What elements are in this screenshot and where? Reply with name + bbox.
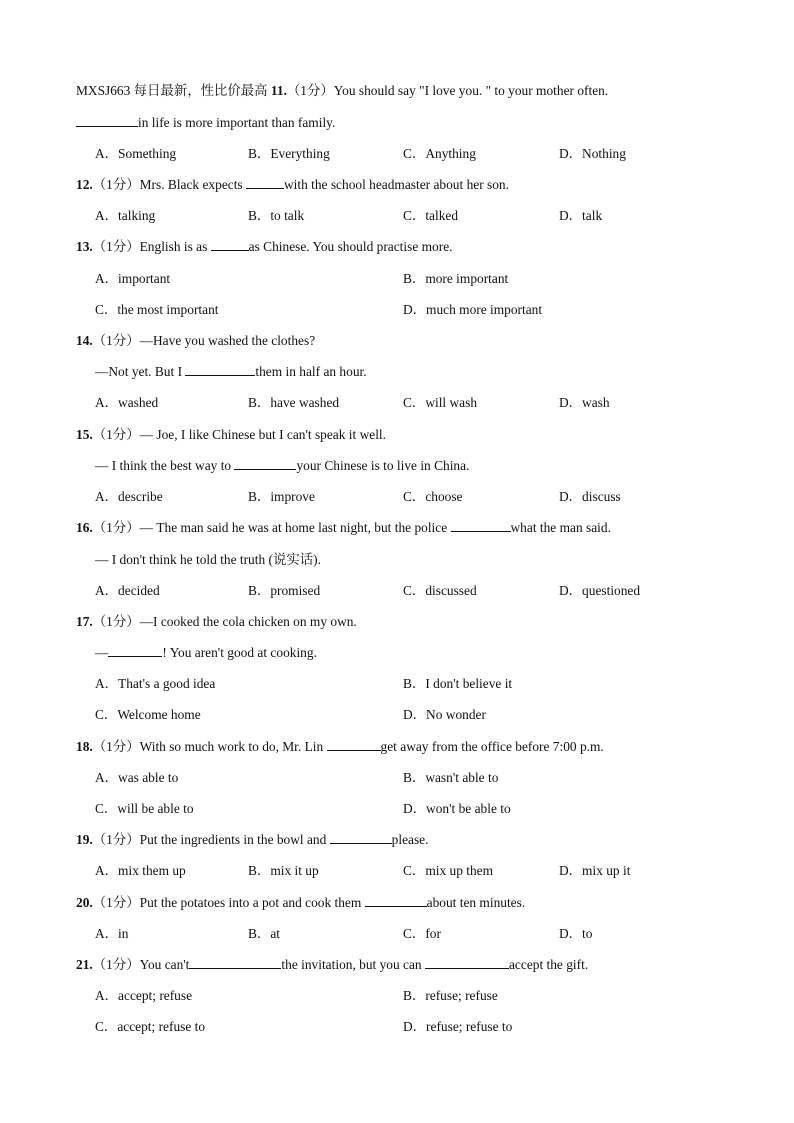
- option-c[interactable]: C．accept; refuse to: [95, 1019, 206, 1034]
- answer-blank[interactable]: [234, 457, 296, 470]
- question-score: （1分）: [92, 333, 140, 348]
- question-text: —Not yet. But I: [95, 364, 186, 379]
- option-a[interactable]: A．describe: [95, 489, 163, 504]
- question-text: please.: [391, 832, 429, 847]
- question-text: them in half an hour.: [255, 364, 367, 379]
- question-number: 19.: [76, 832, 93, 847]
- option-c[interactable]: C．discussed: [403, 583, 477, 598]
- question-score: （1分）: [92, 957, 140, 972]
- question-text: what the man said.: [510, 520, 611, 535]
- question-16-line-2: [95, 551, 321, 569]
- option-c[interactable]: C．the most important: [95, 302, 219, 317]
- question-text: accept the gift.: [508, 957, 589, 972]
- option-c[interactable]: C．for: [403, 926, 441, 941]
- question-text: as Chinese. You should practise more.: [248, 239, 453, 254]
- option-d[interactable]: D．wash: [559, 395, 610, 410]
- question-text: —Have you washed the clothes?: [139, 333, 316, 348]
- answer-blank[interactable]: [76, 114, 138, 127]
- question-text: with the school headmaster about her son.: [283, 177, 509, 192]
- option-b[interactable]: B．to talk: [248, 208, 305, 223]
- option-a[interactable]: A．Something: [95, 146, 177, 161]
- option-b[interactable]: B．mix it up: [248, 863, 319, 878]
- option-b[interactable]: B．wasn't able to: [403, 770, 499, 785]
- question-score: （1分）: [92, 832, 140, 847]
- question-text: get away from the office before 7:00 p.m.: [380, 739, 604, 754]
- option-c[interactable]: C．talked: [403, 208, 459, 223]
- option-d[interactable]: D．Nothing: [559, 146, 626, 161]
- question-18-line-1: [76, 738, 604, 756]
- question-number: 14.: [76, 333, 93, 348]
- option-c[interactable]: C．will be able to: [95, 801, 194, 816]
- option-b[interactable]: B．have washed: [248, 395, 340, 410]
- question-text: — Joe, I like Chinese but I can't speak it well.: [139, 427, 386, 442]
- option-d[interactable]: D．No wonder: [403, 707, 486, 722]
- question-19-line-1: [76, 831, 428, 849]
- question-number: 15.: [76, 427, 93, 442]
- question-12-line-1: [76, 176, 509, 194]
- answer-blank[interactable]: [425, 956, 509, 969]
- question-text: ! You aren't good at cooking.: [162, 645, 317, 660]
- answer-blank[interactable]: [365, 894, 427, 907]
- option-a[interactable]: A．accept; refuse: [95, 988, 193, 1003]
- option-a[interactable]: A．in: [95, 926, 129, 941]
- question-text: about ten minutes.: [426, 895, 526, 910]
- question-number: 18.: [76, 739, 93, 754]
- question-text: the invitation, but you can: [281, 957, 425, 972]
- answer-blank[interactable]: [185, 363, 255, 376]
- option-b[interactable]: B．refuse; refuse: [403, 988, 498, 1003]
- question-score: （1分）: [92, 520, 140, 535]
- question-number: 17.: [76, 614, 93, 629]
- question-11-line-2: [76, 114, 335, 132]
- option-b[interactable]: B．I don't believe it: [403, 676, 513, 691]
- question-text: Put the potatoes into a pot and cook them: [139, 895, 365, 910]
- question-score: （1分）: [92, 895, 140, 910]
- option-b[interactable]: B．improve: [248, 489, 315, 504]
- option-d[interactable]: D．mix up it: [559, 863, 631, 878]
- option-d[interactable]: D．won't be able to: [403, 801, 511, 816]
- question-number: 21.: [76, 957, 93, 972]
- option-d[interactable]: D．to: [559, 926, 593, 941]
- question-score: （1分）: [92, 427, 140, 442]
- question-16-line-1: [76, 519, 611, 537]
- question-number: 20.: [76, 895, 93, 910]
- question-21-line-1: [76, 956, 588, 974]
- option-c[interactable]: C．Welcome home: [95, 707, 201, 722]
- option-a[interactable]: A．was able to: [95, 770, 179, 785]
- question-11-line-1: [76, 82, 608, 100]
- question-number: 11.: [270, 83, 287, 98]
- option-c[interactable]: C．will wash: [403, 395, 478, 410]
- question-text: You can't: [139, 957, 190, 972]
- question-score: （1分）: [92, 614, 140, 629]
- question-text: —I cooked the cola chicken on my own.: [139, 614, 357, 629]
- answer-blank[interactable]: [246, 176, 284, 189]
- question-13-line-1: [76, 238, 453, 256]
- option-b[interactable]: B．at: [248, 926, 280, 941]
- question-15-line-2: [95, 457, 469, 475]
- question-score: （1分）: [92, 239, 140, 254]
- option-d[interactable]: D．discuss: [559, 489, 621, 504]
- header-prefix: MXSJ663 每日最新，性比价最高: [76, 83, 271, 98]
- question-17-line-1: [76, 613, 357, 631]
- option-a[interactable]: A．decided: [95, 583, 160, 598]
- answer-blank[interactable]: [330, 831, 392, 844]
- question-text: your Chinese is to live in China.: [296, 458, 470, 473]
- answer-blank[interactable]: [327, 738, 381, 751]
- option-a[interactable]: A．washed: [95, 395, 159, 410]
- question-14-line-2: [95, 363, 367, 381]
- question-14-line-1: [76, 332, 315, 350]
- option-b[interactable]: B．promised: [248, 583, 321, 598]
- option-d[interactable]: D．questioned: [559, 583, 641, 598]
- option-a[interactable]: A．mix them up: [95, 863, 186, 878]
- answer-blank[interactable]: [189, 956, 281, 969]
- option-b[interactable]: B．Everything: [248, 146, 330, 161]
- question-text: in life is more important than family.: [138, 115, 336, 130]
- question-number: 13.: [76, 239, 93, 254]
- question-number: 12.: [76, 177, 93, 192]
- question-text: —: [95, 645, 109, 660]
- option-a[interactable]: A．talking: [95, 208, 156, 223]
- option-d[interactable]: D．talk: [559, 208, 603, 223]
- option-a[interactable]: A．important: [95, 271, 171, 286]
- question-text: — I don't think he told the truth (说实话).: [95, 552, 321, 567]
- question-text: With so much work to do, Mr. Lin: [139, 739, 327, 754]
- question-text: You should say "I love you. " to your mother often.: [333, 83, 609, 98]
- question-score: （1分）: [286, 83, 334, 98]
- question-text: Put the ingredients in the bowl and: [139, 832, 330, 847]
- option-b[interactable]: B．more important: [403, 271, 509, 286]
- answer-blank[interactable]: [451, 519, 511, 532]
- option-d[interactable]: D．much more important: [403, 302, 543, 317]
- question-text: — I think the best way to: [95, 458, 235, 473]
- question-score: （1分）: [92, 739, 140, 754]
- question-17-line-2: [95, 644, 317, 662]
- question-text: Mrs. Black expects: [139, 177, 246, 192]
- option-c[interactable]: C．choose: [403, 489, 463, 504]
- question-20-line-1: [76, 894, 525, 912]
- option-a[interactable]: A．That's a good idea: [95, 676, 216, 691]
- option-c[interactable]: C．Anything: [403, 146, 476, 161]
- question-text: English is as: [139, 239, 211, 254]
- question-text: — The man said he was at home last night, but the police: [139, 520, 451, 535]
- answer-blank[interactable]: [211, 238, 249, 251]
- question-number: 16.: [76, 520, 93, 535]
- question-15-line-1: [76, 426, 386, 444]
- option-c[interactable]: C．mix up them: [403, 863, 494, 878]
- answer-blank[interactable]: [108, 644, 162, 657]
- question-score: （1分）: [92, 177, 140, 192]
- option-d[interactable]: D．refuse; refuse to: [403, 1019, 513, 1034]
